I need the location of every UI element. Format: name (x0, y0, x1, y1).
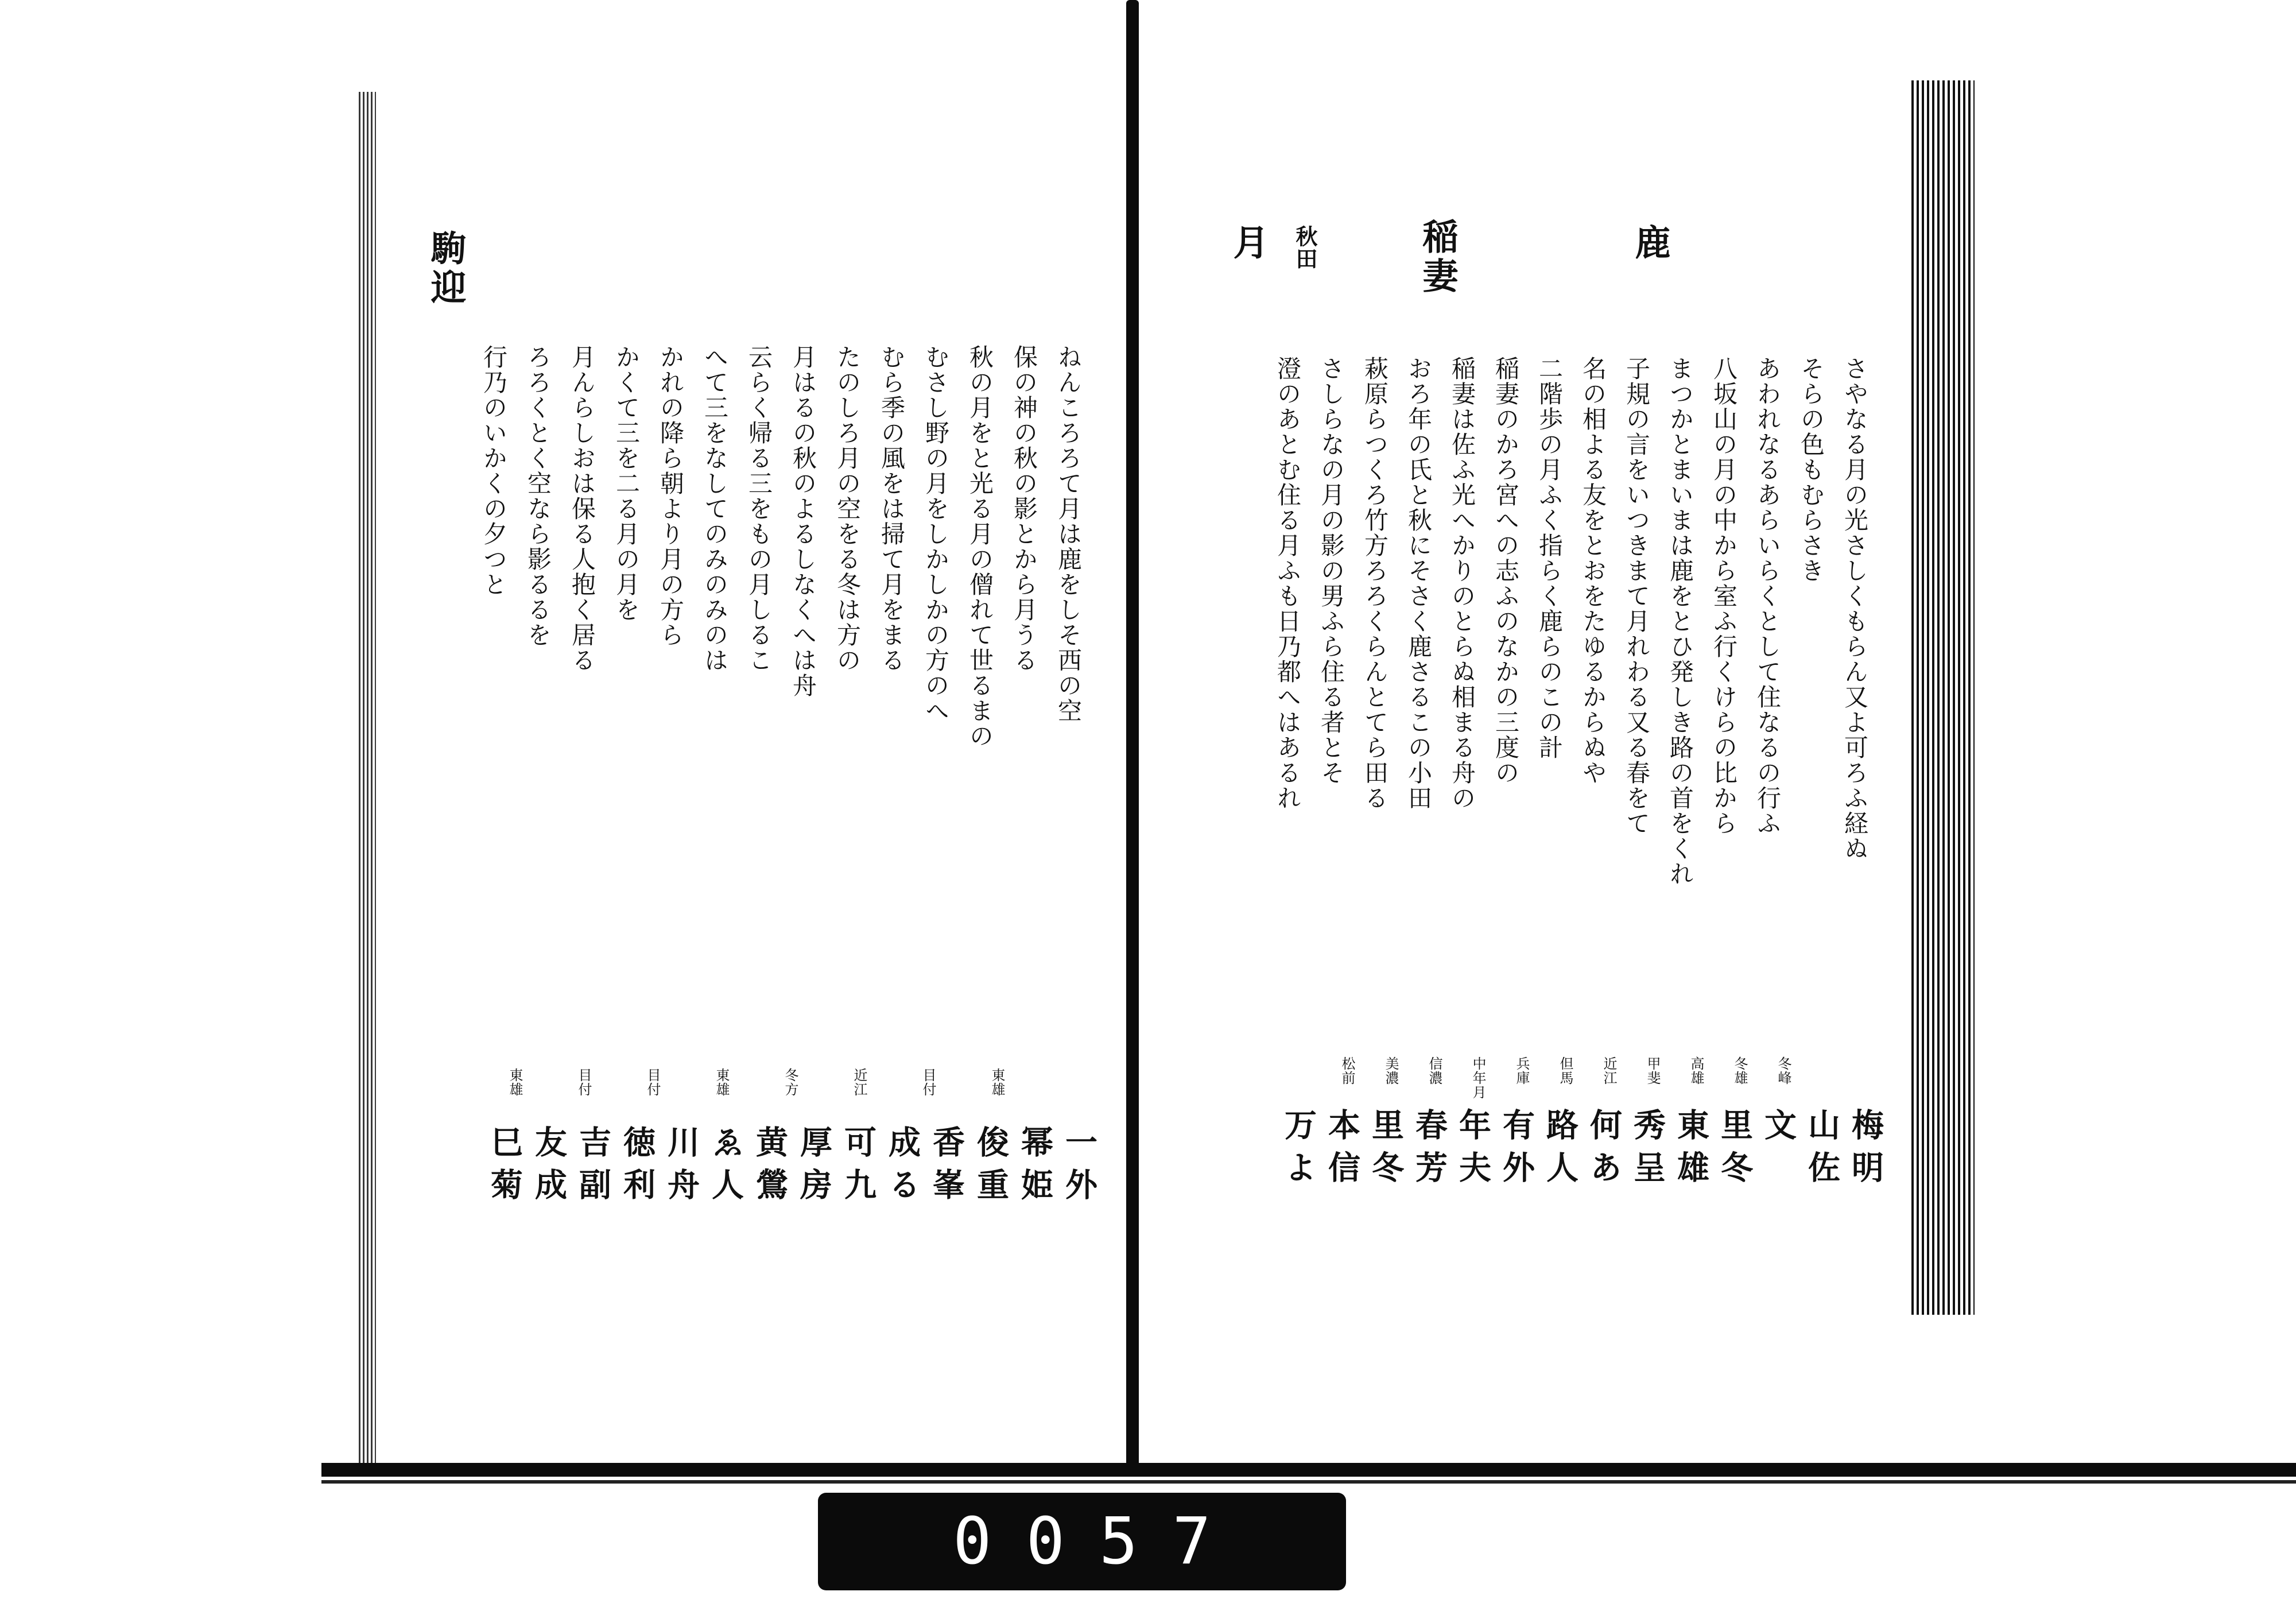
author-name: 成る (883, 1125, 921, 1210)
author-name: 秀呈 (1628, 1108, 1666, 1193)
annotation: 目付 (645, 1068, 661, 1097)
author-name: 黄鶯 (751, 1125, 789, 1210)
left-page (379, 0, 1125, 1458)
scan-bottom-border-thin (321, 1480, 2296, 1484)
page-number-plate (818, 1493, 1346, 1590)
text-column: あわれなるあらいらくとして住なるの行ふ (1754, 356, 1782, 836)
annotation: 兵庫 (1514, 1056, 1530, 1085)
text-column: 云らく帰る三をもの月しるこ (745, 344, 773, 673)
author-name: 万よ (1279, 1108, 1317, 1193)
annotation: 冬方 (782, 1068, 798, 1097)
author-name: 川舟 (662, 1125, 700, 1210)
author-name: 本信 (1323, 1108, 1361, 1193)
text-column: 稲妻のかろ宮への志ふのなかの三度の (1492, 356, 1520, 785)
text-column: おろ年の氏と秋にそさく鹿さるこの小田 (1405, 356, 1433, 811)
author-name: 吉副 (574, 1125, 612, 1210)
author-name: 東雄 (1672, 1108, 1710, 1193)
page-number: 0057 (953, 1504, 1246, 1579)
author-name: 文 (1759, 1108, 1797, 1151)
scan-bottom-border (321, 1463, 2296, 1477)
annotation: 近江 (851, 1068, 867, 1097)
author-name: 山佐 (1803, 1108, 1841, 1193)
text-column: 萩原らつくろ竹方ろろくらんとてら田る (1361, 356, 1389, 811)
text-column: 月んらしおは保る人抱く居る (568, 344, 596, 673)
text-column: 八坂山の月の中から室ふ行くけらの比から (1710, 356, 1738, 836)
left-book-edge (359, 92, 376, 1470)
annotation: 東雄 (507, 1068, 523, 1097)
right-page (1142, 0, 1911, 1458)
text-column: さやなる月の光さしくもらん又よ可ろふ経ぬ (1841, 356, 1869, 861)
text-column: ろろくとく空なら影るるを (524, 344, 552, 648)
annotation: 甲斐 (1645, 1056, 1661, 1085)
text-column: かくて三を二る月の月を (612, 344, 641, 622)
author-name: 有外 (1498, 1108, 1535, 1193)
author-name: 里冬 (1367, 1108, 1405, 1193)
author-name: 俊重 (972, 1125, 1010, 1210)
text-column: 子規の言をいつきまて月れわる又る春をて (1623, 356, 1651, 836)
right-book-edge (1911, 80, 1975, 1315)
book-gutter (1126, 0, 1139, 1470)
right-header-akita: 秋田 (1292, 225, 1318, 270)
text-column: たのしろ月の空をる冬は方の (833, 344, 862, 673)
text-column: 澄のあとむ住る月ふも日乃都へはあるれ (1274, 356, 1302, 811)
annotation: 目付 (920, 1068, 936, 1097)
text-column: そらの色もむらさき (1797, 356, 1825, 583)
author-name: 里冬 (1716, 1108, 1754, 1193)
text-column: 行乃のいかくの夕つと (480, 344, 508, 597)
author-name: 巳菊 (486, 1125, 523, 1210)
annotation: 但馬 (1557, 1056, 1573, 1085)
text-column: まつかとまいまは鹿をとひ発しき路の首をくれ (1666, 356, 1694, 886)
annotation: 東雄 (713, 1068, 730, 1097)
text-column: さしらなの月の影の男ふら住る者とそ (1317, 356, 1345, 785)
author-name: 香峯 (928, 1125, 965, 1210)
author-name: 厚房 (795, 1125, 833, 1210)
text-column: へて三をなしてのみのみのは (701, 344, 729, 673)
annotation: 中年月 (1470, 1056, 1486, 1099)
right-header-inazuma: 稲妻 (1417, 218, 1459, 296)
text-column: 保の神の秋の影とから月うる (1010, 344, 1038, 673)
author-name: 何あ (1585, 1108, 1623, 1193)
annotation: 近江 (1601, 1056, 1617, 1085)
author-name: 一外 (1060, 1125, 1098, 1210)
author-name: 幂姫 (1016, 1125, 1054, 1210)
text-column: かれの降ら朝より月の方ら (657, 344, 685, 648)
author-name: 春芳 (1410, 1108, 1448, 1193)
annotation: 冬峰 (1775, 1056, 1791, 1085)
text-column: 月はるの秋のよるしなくへは舟 (789, 344, 817, 698)
author-name: 徳利 (618, 1125, 656, 1210)
annotation: 美濃 (1383, 1056, 1399, 1085)
annotation: 東雄 (989, 1068, 1005, 1097)
annotation: 信濃 (1426, 1056, 1442, 1085)
author-name: 友成 (530, 1125, 568, 1210)
right-header-moon: 月 (1227, 224, 1269, 263)
author-name: ゑ人 (707, 1125, 744, 1210)
author-name: 路人 (1541, 1108, 1579, 1193)
text-column: ねんころろて月は鹿をしそ西の空 (1054, 344, 1083, 723)
annotation: 冬雄 (1732, 1056, 1748, 1085)
annotation: 目付 (576, 1068, 592, 1097)
text-column: 稲妻は佐ふ光へかりのとらぬ相まる舟の (1448, 356, 1476, 811)
right-header-deer: 鹿 (1629, 224, 1671, 263)
text-column: 二階歩の月ふく指らく鹿らのこの計 (1535, 356, 1564, 760)
text-column: むさし野の月をしかしかの方のへ (922, 344, 950, 723)
text-column: むら季の風をは掃て月をまる (878, 344, 906, 673)
text-column: 秋の月をと光る月の僧れて世るまの (966, 344, 994, 749)
annotation: 高雄 (1688, 1056, 1704, 1085)
text-column: 名の相よる友をとおをたゆるからぬや (1579, 356, 1607, 785)
author-name: 梅明 (1847, 1108, 1884, 1193)
annotation: 松前 (1339, 1056, 1355, 1085)
author-name: 年夫 (1454, 1108, 1492, 1193)
left-header-komamukae: 駒迎 (425, 230, 467, 308)
author-name: 可九 (839, 1125, 877, 1210)
